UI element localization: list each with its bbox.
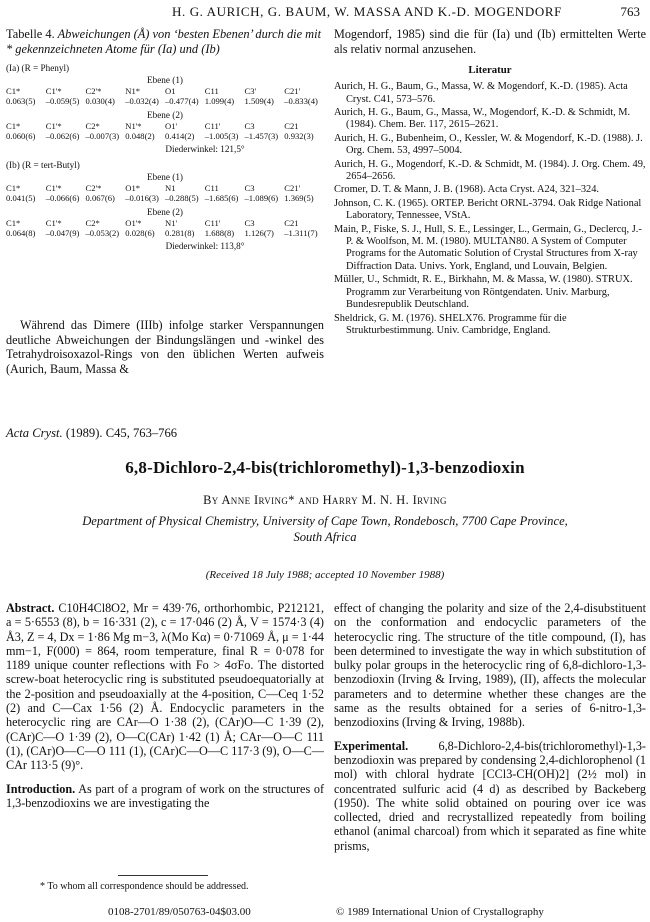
ib-plane2-values: [6, 228, 324, 238]
table-caption-text: Abweichungen (Å) von ‘besten Ebenen’ durch die mit * gekennzeichneten Atome für (Ia) und (Ib): [6, 27, 322, 56]
table-value: 1.126(7): [244, 227, 274, 238]
table-atom: C1*: [6, 86, 21, 97]
journal-name: Acta Cryst.: [6, 426, 63, 440]
table-atom: C3': [244, 86, 257, 97]
table-atom: C3: [244, 121, 255, 132]
table-value: –0.062(6): [45, 131, 80, 142]
reference-list: [334, 81, 646, 337]
table-atom: C2*: [85, 121, 100, 132]
table-value: –0.053(2): [85, 227, 120, 238]
ia-plane1-atoms: [6, 86, 324, 96]
table-atom: C11': [204, 217, 221, 228]
table-atom: C1'*: [45, 217, 62, 228]
running-header: [0, 4, 650, 24]
table-atom: C21': [284, 182, 301, 193]
table-value: –0.047(9): [45, 227, 80, 238]
table-value: –1.685(6): [204, 192, 239, 203]
table-value: 0.063(5): [6, 96, 36, 107]
footnote: * To whom all correspondence should be addressed.: [40, 881, 249, 892]
reference-item: Aurich, H. G., Baum, G., Massa, W. & Mogendorf, K.-D. (1985). Acta Cryst. C41, 573–576.: [334, 81, 628, 105]
table-atom: C11: [204, 86, 219, 97]
table-value: –1.089(6): [244, 192, 279, 203]
table-value: 0.048(2): [125, 131, 155, 142]
table-atom: C1*: [6, 182, 21, 193]
table-atom: C3: [244, 217, 255, 228]
ib-plane1-values: [6, 193, 324, 203]
reference-item: Cromer, D. T. & Mann, J. B. (1968). Acta Cryst. A24, 321–324.: [334, 184, 600, 196]
table-value: 0.064(8): [6, 227, 36, 238]
ia-dieder: Diederwinkel: 121,5°: [165, 144, 245, 155]
table-atom: C2'*: [85, 86, 102, 97]
ia-plane1-title: Ebene (1): [147, 75, 183, 86]
table-caption-lead: Tabelle 4.: [6, 27, 55, 41]
table-value: –1.311(7): [284, 227, 318, 238]
affiliation-line1: Department of Physical Chemistry, University of Cape Town, Rondebosch, 7700 Cape Province,: [82, 514, 568, 528]
footnote-rule: [118, 875, 208, 876]
copyright: © 1989 International Union of Crystallography: [336, 906, 544, 918]
ib-plane1-atoms: [6, 183, 324, 193]
table-value: –0.032(4): [125, 96, 159, 107]
table-atom: C2'*: [85, 182, 102, 193]
table-atom: C1'*: [45, 86, 62, 97]
affiliation-line2: South Africa: [293, 529, 357, 544]
abstract-column: [6, 601, 324, 810]
table-atom: N1': [165, 217, 178, 228]
experimental-text: 6,8-Dichloro-2,4-bis(trichloromethyl)-1,3-benzodioxin was prepared by condensing 2,4-dichlorophenol (1 mol) with chloral hydrate [CCl3-CH(OH)2] (2½ mol) in concentrated sulfuric acid (4 d) as described by Backeberg (1950). The white solid obtained on pouring over ice was collected, dried and recrystallized repeatedly from boiling ethanol (animal charcoal) from which it separated as fine white prisms,: [334, 738, 646, 853]
journal-volume: (1989). C45, 763–766: [65, 426, 178, 440]
intro-continued: effect of changing the polarity and size of the 2,4-disubstituent on the conformation and endocyclic parameters of the heterocyclic ring. The structure of the title compound, (I), has been determined to investigate the way in which substitution of bulky polar groups in the heterocyclic ring of 6,8-dichloro-1,3-benzodioxin (Irving & Irving, 1989), (II), affects the molecular parameters and to determine whether these changes are the same as the results obtained for a series of 6-nitro-1,3-benzodioxins (Irving & Irving, 1988b).: [334, 601, 646, 730]
table-value: 1.369(5): [284, 192, 314, 203]
intro-text: As part of a program of work on the structures of 1,3-benzodioxins we are investigating the: [6, 781, 325, 810]
abstract-text: C10H4Cl8O2, Mr = 439·76, orthorhombic, P212121, a = 5·6553 (8), b = 16·331 (2), c = 17·046 (2) Å, V = 1574·3 (4) Å3, Z = 4, Dx = 1·86 Mg m−3, λ(Mo Kα) = 0·71069 Å, μ = 1·44 mm−1, F(000) = 864, room temperature, final R = 0·078 for 1189 unique counter reflections with Fo > 4σFo. The distorted screw-boat heterocyclic ring is substituted pseudoequatorially at the 2-position and pseudoaxially at the 4-position, C—Ceq 1·52 (2) and C—Cax 1·56 (2) Å. Endocyclic parameters in the heterocyclic ring are CAr—O 1·38 (2), (CAr)O—C 1·39 (2), (CAr)C—O 1·39 (2), O—C(CAr) 1·42 (1) Å; CAr—O—C 111 (1), (CAr)O—C—O 111 (1), (CAr)C—O—C 117·3 (9), O—C—CAr 113·5 (9)°.: [6, 601, 324, 773]
intro-heading: Introduction.: [6, 781, 76, 796]
intro-block: [6, 782, 324, 811]
article-title: 6,8-Dichloro-2,4-bis(trichloromethyl)-1,3-benzodioxin: [125, 458, 525, 477]
table-value: 0.028(6): [125, 227, 155, 238]
table-atom: O1*: [125, 182, 141, 193]
table-atom: C1'*: [45, 121, 62, 132]
table-value: 1.099(4): [204, 96, 235, 107]
abstract-heading: Abstract.: [6, 601, 55, 615]
reference-item: Aurich, H. G., Baum, G., Massa, W., Mogendorf, K.-D. & Schmidt, M. (1984). Chem. Ber. 117, 2615–2621.: [334, 107, 631, 131]
ib-plane2-atoms: [6, 218, 324, 228]
table-atom: C3: [244, 182, 255, 193]
ib-plane1-title: Ebene (1): [147, 171, 183, 182]
table-value: –0.477(4): [165, 96, 199, 107]
literatur-title: Literatur: [468, 64, 512, 77]
table-atom: C21: [284, 121, 299, 132]
table-value: –0.833(4): [284, 96, 318, 107]
table-atom: C11: [204, 182, 219, 193]
table-value: –1.457(3): [244, 131, 279, 142]
ia-plane2-atoms: [6, 121, 324, 131]
table-atom: C2*: [85, 217, 100, 228]
ia-plane1-values: [6, 96, 324, 106]
table-value: –0.066(6): [45, 192, 80, 203]
table-value: –0.007(3): [85, 131, 120, 142]
table-value: 0.060(6): [6, 131, 36, 142]
table-value: –0.059(5): [45, 96, 80, 107]
reference-item: Aurich, H. G., Mogendorf, K.-D. & Schmidt, M. (1984). J. Org. Chem. 49, 2654–2656.: [334, 158, 646, 183]
experimental-block: [334, 739, 646, 853]
table-atom: O1'*: [125, 217, 142, 228]
table-value: 1.509(4): [244, 96, 274, 107]
left-body-text: Während das Dimere (IIIb) infolge starker Verspannungen deutliche Abweichungen der Bindungslängen und -winkel des Tetrahydroisoxazol-Rings von den üblichen Werten aufweis (Aurich, Baum, Massa &: [6, 318, 324, 376]
table-atom: O1: [165, 86, 176, 97]
table-atom: C21: [284, 217, 299, 228]
ib-label: (Ib) (R = tert-Butyl): [6, 160, 80, 171]
reference-item: Johnson, C. K. (1965). ORTEP. Bericht ORNL-3794. Oak Ridge National Laboratory, Tennessee, VStA.: [334, 197, 642, 222]
table-atom: C1*: [6, 121, 21, 132]
table-value: –0.288(5): [165, 192, 199, 203]
table-value: 0.281(8): [165, 227, 195, 238]
received-dates: (Received 18 July 1988; accepted 10 November 1988): [205, 569, 445, 581]
table-value: 0.030(4): [85, 96, 115, 107]
table-4: [6, 63, 324, 252]
table-atom: O1': [165, 121, 178, 132]
table-value: 0.932(3): [284, 131, 314, 142]
right-article-column: [334, 601, 646, 853]
reference-item: Main, P., Fiske, S. J., Hull, S. E., Lessinger, L., Germain, G., Declercq, J.-P. & Woolfson, M. M. (1980). MULTAN80. A System of Computer Programs for the Automatic Solution of Crystal Structures from X-ray Diffraction Data. Univs. York, England, und Louvain, Belgien.: [334, 223, 642, 272]
experimental-heading: Experimental.: [334, 738, 409, 753]
ia-plane2-values: [6, 131, 324, 141]
table-value: 0.067(6): [85, 192, 115, 203]
table-value: –0.016(3): [125, 192, 159, 203]
table-atom: N1*: [125, 86, 141, 97]
table-atom: N1: [165, 182, 176, 193]
ib-dieder: Diederwinkel: 113,8°: [165, 240, 245, 251]
header-authors: H. G. AURICH, G. BAUM, W. MASSA AND K.-D. MOGENDORF: [172, 4, 562, 19]
table-value: 0.041(5): [6, 192, 36, 203]
table-atom: C1*: [6, 217, 21, 228]
right-body-text: Mogendorf, 1985) sind die für (Ia) und (Ib) ermittelten Werte als relativ normal anzusehen.: [334, 27, 646, 56]
table-value: –1.005(3): [204, 131, 239, 142]
ib-plane2-title: Ebene (2): [147, 206, 183, 217]
right-column-top: [334, 27, 646, 338]
table-value: 1.688(8): [204, 227, 235, 238]
reference-item: Müller, U., Schmidt, R. E., Birkhahn, M. & Massa, W. (1980). STRUX. Programm zur Verarbeitung von Röntgendaten. Univ. Marburg, Bundesrepublik Deutschland.: [334, 274, 633, 311]
reference-item: Sheldrick, G. M. (1976). SHELX76. Programme für die Strukturbestimmung. Univ. Cambridge, England.: [334, 312, 567, 336]
article-authors: By Anne Irving* and Harry M. N. H. Irving: [203, 493, 447, 507]
table-atom: N1'*: [125, 121, 142, 132]
ia-plane2-title: Ebene (2): [147, 110, 183, 121]
table-atom: C21': [284, 86, 301, 97]
abstract-block: [6, 601, 324, 773]
table-atom: C1'*: [45, 182, 62, 193]
page-number: 763: [620, 4, 640, 19]
table-atom: C11': [204, 121, 221, 132]
affiliation: [0, 514, 650, 545]
issn-code: 0108-2701/89/050763-04$03.00: [108, 906, 251, 918]
ia-label: (Ia) (R = Phenyl): [6, 63, 70, 73]
table-caption: [6, 27, 324, 57]
table-value: 0.414(2): [165, 131, 195, 142]
journal-citation: [6, 426, 177, 441]
reference-item: Aurich, H. G., Bubenheim, O., Kessler, W. & Mogendorf, K.-D. (1988). J. Org. Chem. 53, 4997–5004.: [334, 132, 643, 157]
